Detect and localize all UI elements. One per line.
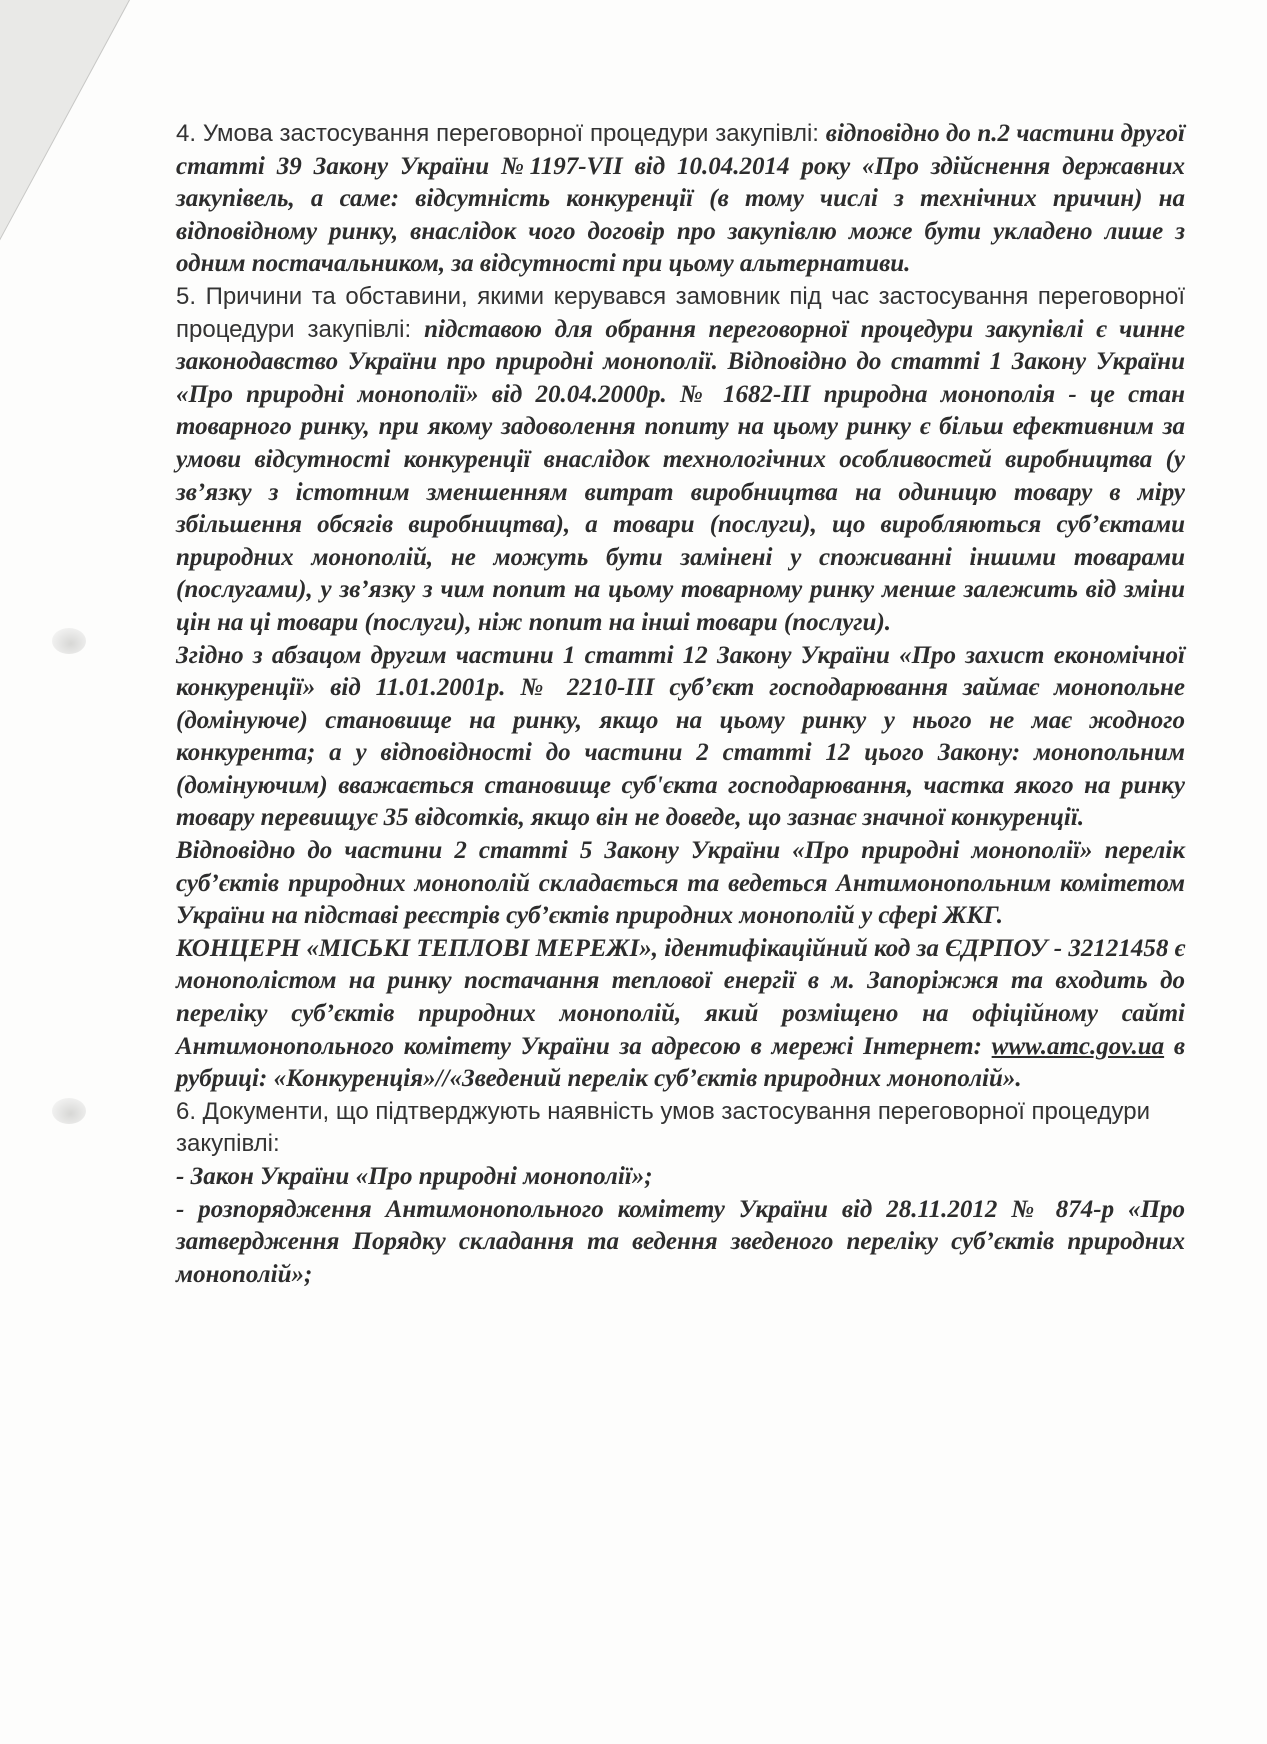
- item-4-label: 4. Умова застосування переговорної процедури закупівлі:: [176, 120, 826, 147]
- item-6-label: 6. Документи, що підтверджують наявність умов застосування переговорної процедури закупівлі:: [176, 1097, 1151, 1158]
- item-4-paragraph: [176, 118, 1185, 281]
- item-5-competition-law-paragraph: Згідно з абзацом другим частини 1 статті 12 Закону України «Про захист економічної конкуренції» від 11.01.2001р. № 2210-III суб’єкт господарювання займає монопольне (домінуюче) становище на ринку, якщо на цьому ринку у нього не має жодного конкурента; а у відповідності до частини 2 статті 12 цього Закону: монопольним (домінуючим) вважається становище суб'єкта господарювання, частка якого на ринку товару перевищує 35 відсотків, якщо він не доведе, що зазнає значної конкуренції.: [176, 641, 1185, 832]
- item-5-text: підставою для обрання переговорної процедури закупівлі є чинне законодавство України про природні монополії. Відповідно до статті 1 Закону України «Про природні монополії» від 20.04.2000р. № 1682-III природна монополія - це стан товарного ринку, при якому задоволення попиту на цьому ринку є більш ефективним за умови відсутності конкуренції внаслідок технологічних особливостей виробництва (у зв’язку з істотним зменшенням витрат виробництва на одиницю товару в міру збільшення обсягів виробництва), а товари (послуги), що виробляються суб’єктами природних монополій, не можуть бути замінені у споживанні іншими товарами (послугами), у зв’язку з чим попит на цьому товарному ринку менше залежить від зміни цін на ці товари (послуги), ніж попит на інші товари (послуги).: [176, 315, 1185, 636]
- document-body: [176, 118, 1185, 1291]
- item-6-bullet-order: - розпорядження Антимонопольного комітету України від 28.11.2012 № 874-р «Про затвердження Порядку складання та ведення зведеного переліку суб’єктів природних монополій»;: [176, 1195, 1185, 1288]
- concern-text: КОНЦЕРН «МІСЬКІ ТЕПЛОВІ МЕРЕЖІ», ідентифікаційний код за ЄДРПОУ - 32121458 є монополістом на ринку постачання теплової енергії в м. Запоріжжя та входить до переліку суб’єктів природних монополій, який розміщено на офіційному сайті Антимонопольного комітету України за адресою в мережі Інтернет:: [176, 934, 1185, 1060]
- item-5-monopoly-list-paragraph: Відповідно до частини 2 статті 5 Закону України «Про природні монополії» перелік суб’єктів природних монополій складається та ведеться Антимонопольним комітетом України на підставі реєстрів суб’єктів природних монополій у сфері ЖКГ.: [176, 837, 1185, 930]
- item-5-paragraph: [176, 281, 1185, 640]
- punch-hole-lower: [52, 1098, 86, 1124]
- concern-rubric-text: в рубриці: «Конкуренція»//«Зведений перелік суб’єктів природних монополій».: [176, 1032, 1185, 1093]
- item-4-text: відповідно до п.2 частини другої статті 39 Закону України №1197-VII від 10.04.2014 року «Про здійснення державних закупівель, а саме: відсутність конкуренції (в тому числі з технічних причин) на відповідному ринку, внаслідок чого договір про закупівлю може бути укладено лише з одним постачальником, за відсутності при цьому альтернативи.: [176, 120, 1185, 278]
- item-6-bullet-law: - Закон України «Про природні монополії»;: [176, 1163, 653, 1190]
- item-5-label: 5. Причини та обставини, якими керувався замовник під час застосування переговорної процедури закупівлі:: [176, 282, 1185, 343]
- amc-website-link[interactable]: www.amc.gov.ua: [991, 1032, 1165, 1060]
- punch-hole-upper: [52, 628, 86, 654]
- item-5-concern-paragraph: [176, 933, 1185, 1096]
